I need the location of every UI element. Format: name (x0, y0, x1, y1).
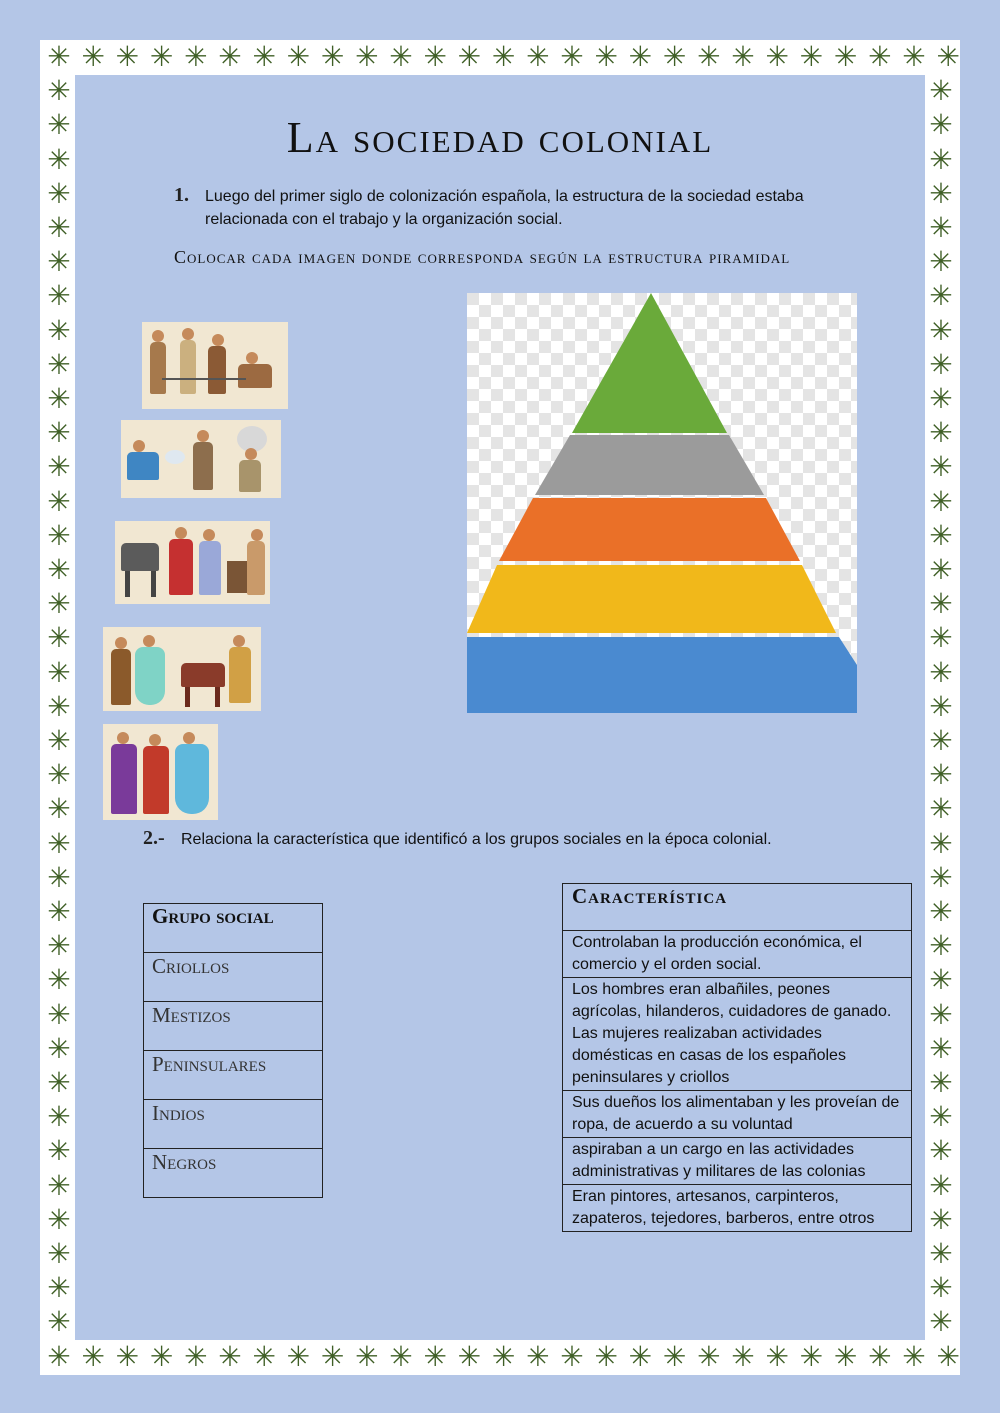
border-star-icon: ✳ (320, 1340, 345, 1373)
border-star-icon: ✳ (929, 1100, 953, 1134)
question-1-text: Luego del primer siglo de colonización española, la estructura de la sociedad estaba relacionada con el trabajo y la organización social. (205, 188, 804, 228)
border-star-icon: ✳ (929, 758, 953, 792)
border-star-icon: ✳ (929, 724, 953, 757)
border-star-icon: ✳ (47, 963, 71, 997)
border-star-icon: ✳ (491, 1340, 516, 1373)
border-star-icon: ✳ (929, 518, 953, 552)
border-star-icon: ✳ (47, 792, 71, 826)
border-star-icon: ✳ (868, 1340, 892, 1373)
pyramid-level-base[interactable] (467, 637, 857, 713)
border-star-icon: ✳ (594, 1340, 618, 1373)
border-star-icon: ✳ (560, 40, 584, 73)
border-star-icon: ✳ (765, 1340, 789, 1373)
group-cell[interactable]: Mestizos (144, 1002, 323, 1051)
group-cell[interactable]: Indios (144, 1100, 323, 1149)
border-star-icon: ✳ (929, 553, 953, 586)
groups-table-header: Grupo social (144, 904, 323, 953)
image-enslaved-people[interactable] (142, 322, 288, 409)
border-star-icon: ✳ (929, 74, 953, 108)
border-star-icon: ✳ (47, 142, 71, 176)
group-cell[interactable]: Negros (144, 1149, 323, 1198)
border-star-icon: ✳ (491, 40, 516, 73)
border-star-icon: ✳ (47, 724, 71, 757)
border-star-icon: ✳ (929, 108, 953, 142)
image-criollos[interactable] (103, 627, 261, 711)
pyramid-level-4[interactable] (467, 565, 836, 633)
border-star-icon: ✳ (936, 1340, 960, 1373)
border-star-icon: ✳ (149, 40, 174, 73)
border-star-icon: ✳ (697, 40, 721, 73)
group-cell[interactable]: Peninsulares (144, 1051, 323, 1100)
image-indigenous-workers[interactable] (121, 420, 281, 498)
border-star-icon: ✳ (936, 40, 960, 73)
border-star-icon: ✳ (423, 1340, 447, 1373)
border-star-icon: ✳ (47, 1066, 71, 1099)
border-star-icon: ✳ (423, 40, 447, 73)
border-star-icon: ✳ (902, 1340, 926, 1373)
border-star-icon: ✳ (929, 963, 953, 997)
border-star-icon: ✳ (47, 416, 71, 450)
border-star-icon: ✳ (929, 655, 953, 689)
border-star-icon: ✳ (81, 40, 105, 73)
border-star-icon: ✳ (929, 416, 953, 450)
border-star-icon: ✳ (47, 40, 71, 73)
border-star-icon: ✳ (149, 1340, 174, 1373)
border-star-icon: ✳ (457, 1340, 482, 1373)
border-star-icon: ✳ (47, 1100, 71, 1134)
border-star-icon: ✳ (47, 621, 71, 655)
border-star-icon: ✳ (929, 826, 953, 860)
border-star-icon: ✳ (389, 1340, 413, 1373)
border-star-icon: ✳ (389, 40, 413, 73)
question-2-text: Relaciona la característica que identificó a los grupos sociales en la época colonial. (181, 831, 772, 848)
border-star-icon: ✳ (662, 1340, 687, 1373)
image-mestizos[interactable] (115, 521, 270, 604)
border-star-icon: ✳ (47, 1340, 71, 1373)
border-star-icon: ✳ (929, 484, 953, 518)
border-star-icon: ✳ (47, 1202, 71, 1236)
border-star-icon: ✳ (929, 1305, 953, 1339)
border-star-icon: ✳ (47, 1305, 71, 1339)
border-star-icon: ✳ (628, 40, 653, 73)
characteristic-cell[interactable]: Sus dueños los alimentaban y les proveían de ropa, de acuerdo a su voluntad (563, 1091, 912, 1138)
characteristics-table (562, 883, 912, 1232)
border-star-icon: ✳ (47, 826, 71, 860)
border-star-icon: ✳ (47, 245, 71, 279)
border-star-icon: ✳ (47, 587, 71, 621)
characteristic-cell[interactable]: Controlaban la producción económica, el comercio y el orden social. (563, 931, 912, 978)
border-star-icon: ✳ (355, 40, 379, 73)
border-star-icon: ✳ (47, 553, 71, 586)
border-star-icon: ✳ (594, 40, 618, 73)
border-star-icon: ✳ (833, 1340, 858, 1373)
border-star-icon: ✳ (115, 40, 140, 73)
border-star-icon: ✳ (47, 689, 71, 723)
page-title: La sociedad colonial (286, 113, 714, 162)
border-star-icon: ✳ (731, 40, 755, 73)
border-star-icon: ✳ (929, 1202, 953, 1236)
pyramid-level-2[interactable] (535, 435, 764, 495)
border-star-icon: ✳ (47, 655, 71, 689)
border-star-icon: ✳ (355, 1340, 379, 1373)
social-pyramid (467, 293, 857, 713)
border-star-icon: ✳ (929, 450, 953, 484)
border-star-icon: ✳ (47, 1168, 71, 1202)
border-star-icon: ✳ (929, 313, 953, 347)
border-star-icon: ✳ (47, 1134, 71, 1168)
border-star-icon: ✳ (799, 1340, 824, 1373)
characteristic-cell[interactable]: aspiraban a un cargo en las actividades administrativas y militares de las colonias (563, 1138, 912, 1185)
border-star-icon: ✳ (47, 211, 71, 244)
border-star-icon: ✳ (560, 1340, 584, 1373)
border-star-icon: ✳ (252, 1340, 276, 1373)
border-star-icon: ✳ (929, 1066, 953, 1099)
border-star-icon: ✳ (929, 142, 953, 176)
border-star-icon: ✳ (47, 1271, 71, 1305)
border-star-icon: ✳ (833, 40, 858, 73)
border-star-icon: ✳ (929, 1134, 953, 1168)
border-star-icon: ✳ (47, 313, 71, 347)
border-star-icon: ✳ (47, 518, 71, 552)
border-star-icon: ✳ (902, 40, 926, 73)
border-star-icon: ✳ (47, 484, 71, 518)
border-star-icon: ✳ (929, 929, 953, 963)
border-star-icon: ✳ (929, 860, 953, 894)
border-star-icon: ✳ (47, 450, 71, 484)
border-star-icon: ✳ (662, 40, 687, 73)
border-star-icon: ✳ (47, 347, 71, 381)
border-star-icon: ✳ (218, 1340, 242, 1373)
border-star-icon: ✳ (457, 40, 482, 73)
characteristic-cell[interactable]: Los hombres eran albañiles, peones agrícolas, hilanderos, cuidadores de ganado. Las mujeres realizaban actividades domésticas en casas de los españoles peninsulares y criollos (563, 978, 912, 1091)
border-star-icon: ✳ (81, 1340, 105, 1373)
border-star-icon: ✳ (929, 1168, 953, 1202)
border-star-icon: ✳ (47, 74, 71, 108)
border-star-icon: ✳ (929, 587, 953, 621)
border-star-icon: ✳ (47, 929, 71, 963)
border-star-icon: ✳ (47, 860, 71, 894)
border-star-icon: ✳ (868, 40, 892, 73)
border-star-icon: ✳ (929, 279, 953, 313)
border-star-icon: ✳ (765, 40, 789, 73)
border-star-icon: ✳ (929, 211, 953, 244)
border-star-icon: ✳ (929, 347, 953, 381)
social-groups-table (143, 903, 323, 1198)
characteristics-table-header: Característica (563, 884, 912, 931)
border-star-icon: ✳ (184, 40, 208, 73)
pyramid-level-3[interactable] (499, 498, 800, 561)
border-star-icon: ✳ (47, 108, 71, 142)
border-star-icon: ✳ (929, 997, 953, 1031)
instruction-text: Colocar cada imagen donde corresponda según la estructura piramidal (174, 247, 791, 267)
question-1-number: 1. (174, 184, 189, 206)
group-cell[interactable]: Criollos (144, 953, 323, 1002)
border-star-icon: ✳ (929, 895, 953, 928)
border-star-icon: ✳ (929, 1031, 953, 1065)
border-star-icon: ✳ (47, 279, 71, 313)
border-star-icon: ✳ (929, 1271, 953, 1305)
border-star-icon: ✳ (286, 1340, 311, 1373)
border-star-icon: ✳ (320, 40, 345, 73)
border-star-icon: ✳ (47, 176, 71, 210)
border-star-icon: ✳ (697, 1340, 721, 1373)
border-star-icon: ✳ (929, 621, 953, 655)
border-star-icon: ✳ (252, 40, 276, 73)
border-star-icon: ✳ (929, 382, 953, 415)
border-star-icon: ✳ (47, 1237, 71, 1270)
border-star-icon: ✳ (628, 1340, 653, 1373)
border-star-icon: ✳ (47, 758, 71, 792)
border-star-icon: ✳ (929, 1237, 953, 1270)
image-peninsulares[interactable] (103, 724, 218, 820)
border-star-icon: ✳ (929, 245, 953, 279)
question-2-number: 2.- (143, 827, 165, 849)
border-star-icon: ✳ (47, 1031, 71, 1065)
border-star-icon: ✳ (47, 895, 71, 928)
border-star-icon: ✳ (929, 689, 953, 723)
border-star-icon: ✳ (184, 1340, 208, 1373)
characteristic-cell[interactable]: Eran pintores, artesanos, carpinteros, zapateros, tejedores, barberos, entre otros (563, 1185, 912, 1232)
border-star-icon: ✳ (218, 40, 242, 73)
border-star-icon: ✳ (526, 40, 550, 73)
border-star-icon: ✳ (47, 997, 71, 1031)
border-star-icon: ✳ (731, 1340, 755, 1373)
border-star-icon: ✳ (929, 176, 953, 210)
border-star-icon: ✳ (115, 1340, 140, 1373)
border-star-icon: ✳ (47, 382, 71, 415)
border-star-icon: ✳ (526, 1340, 550, 1373)
border-star-icon: ✳ (929, 792, 953, 826)
border-star-icon: ✳ (286, 40, 311, 73)
border-star-icon: ✳ (799, 40, 824, 73)
